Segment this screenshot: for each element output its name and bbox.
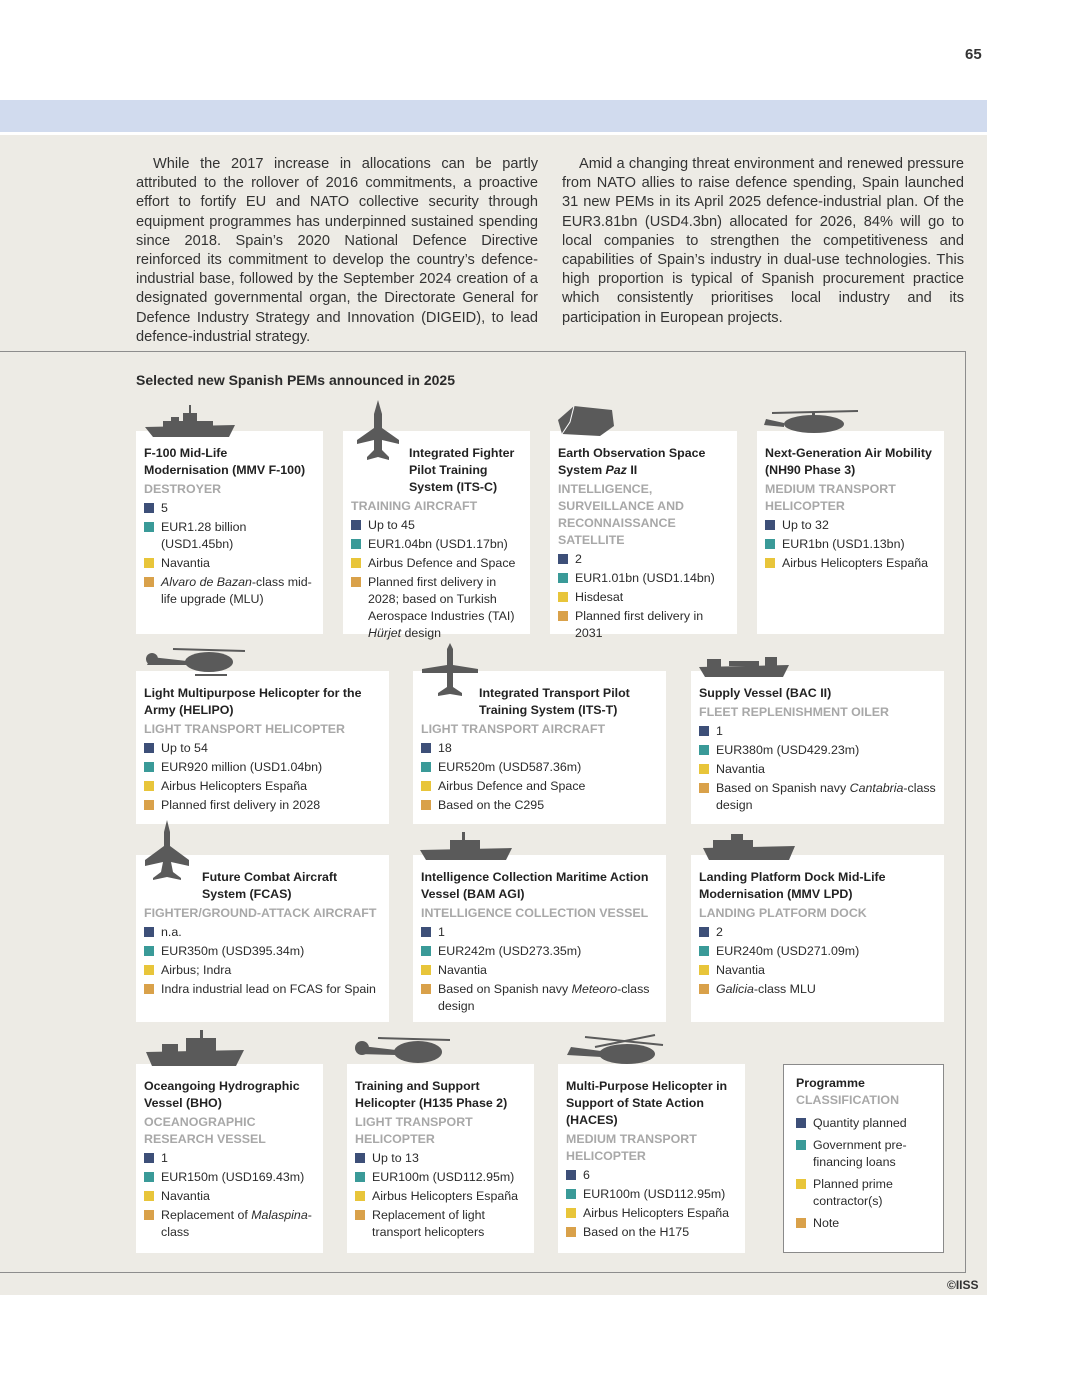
programme-title: Oceangoing Hydrographic Vessel (BHO) [144,1079,300,1110]
programme-note: Based on Spanish navy Meteoro-class design [438,982,650,1013]
fighter-aircraft-icon [143,820,191,880]
financing-swatch [699,745,709,755]
programme-note-row [558,608,729,642]
financing-swatch [421,762,431,772]
quantity-swatch [351,520,361,530]
programme-quantity: 6 [583,1168,590,1182]
programme-quantity-row [558,551,729,568]
note-swatch [421,984,431,994]
programme-card [343,431,530,640]
legend-item-financing [796,1137,931,1171]
programme-quantity: 1 [161,1151,168,1165]
programme-note-row [144,1207,315,1241]
programme-note: Replacement of Malaspina-class [161,1208,312,1239]
programme-financing: EUR1.01bn (USD1.14bn) [575,571,715,585]
programme-card [691,671,944,824]
programme-financing-row [765,536,936,553]
programme-note: Planned first delivery in 2028 [161,798,321,812]
programme-title: Multi-Purpose Helicopter in Support of State Action (HACES) [566,1079,728,1127]
programme-title: Future Combat Aircraft System (FCAS) [202,870,338,901]
financing-swatch [144,1172,154,1182]
programme-contractor-row [144,555,315,572]
programme-card [347,1064,534,1253]
programme-financing: EUR100m (USD112.95m) [583,1187,726,1201]
legend-title: Programme [796,1076,865,1090]
programme-contractor: Airbus Helicopters España [161,779,308,793]
page-number: 65 [965,46,982,63]
programme-contractor-row [765,555,936,572]
destroyer-ship-icon [143,403,238,439]
programme-contractor: Airbus Helicopters España [372,1189,519,1203]
programme-title: Training and Support Helicopter (H135 Phase 2) [355,1079,508,1110]
programme-card [757,431,944,634]
programme-classification: DESTROYER [144,482,222,496]
note-swatch [699,984,709,994]
programme-contractor-row [566,1205,737,1222]
quantity-swatch [355,1153,365,1163]
programme-financing: EUR920 million (USD1.04bn) [161,760,323,774]
programme-classification: LIGHT TRANSPORT HELICOPTER [355,1115,473,1146]
programme-financing-row [421,943,658,960]
quantity-swatch [421,743,431,753]
programme-card [558,1064,745,1253]
nh90-helicopter-icon [762,407,860,437]
programme-note: Alvaro de Bazan-class mid-life upgrade (MLU) [161,575,312,606]
programme-classification: MEDIUM TRANSPORT HELICOPTER [765,482,896,513]
programme-quantity-row [144,500,315,517]
patrol-vessel-icon [420,830,512,860]
programme-contractor: Navantia [161,556,210,570]
programme-contractor-row [144,778,381,795]
programme-title: Next-Generation Air Mobility (NH90 Phase 3) [765,446,932,477]
programme-financing-row [144,759,381,776]
note-swatch [558,611,568,621]
quantity-swatch [421,927,431,937]
programme-quantity: 2 [575,552,582,566]
programme-financing-row [566,1186,737,1203]
programme-financing: EUR240m (USD271.09m) [716,944,860,958]
programme-contractor: Navantia [716,762,765,776]
quantity-swatch [796,1118,806,1128]
note-swatch [796,1218,806,1228]
quantity-swatch [699,927,709,937]
programme-financing-row [351,536,522,553]
contractor-swatch [421,781,431,791]
programme-financing-row [144,1169,315,1186]
programme-contractor-row [558,589,729,606]
programme-financing: EUR1.28 billion (USD1.45bn) [161,520,247,551]
quantity-swatch [144,1153,154,1163]
programme-contractor-row [699,761,936,778]
legend-box [783,1064,944,1253]
programme-classification: LANDING PLATFORM DOCK [699,906,867,920]
programme-card [413,855,666,1022]
programme-note-row [421,981,658,1015]
programme-financing: EUR242m (USD273.35m) [438,944,582,958]
contractor-swatch [144,1191,154,1201]
programme-quantity: 5 [161,501,168,515]
programme-classification: INTELLIGENCE COLLECTION VESSEL [421,906,649,920]
financing-swatch [796,1140,806,1150]
programme-quantity: 18 [438,741,452,755]
quantity-swatch [144,503,154,513]
copyright: ©IISS [947,1278,979,1292]
programme-quantity-row [566,1167,737,1184]
contractor-swatch [421,965,431,975]
programme-title: Intelligence Collection Maritime Action Vessel (BAM AGI) [421,870,649,901]
note-swatch [699,783,709,793]
financing-swatch [144,946,154,956]
legend-label: Government pre-financing loans [813,1138,907,1169]
programme-financing-row [144,519,315,553]
programme-quantity-row [144,924,381,941]
legend-item-contractor [796,1176,931,1210]
programme-financing-row [355,1169,526,1186]
programme-quantity-row [351,517,522,534]
contractor-swatch [144,781,154,791]
programme-classification: LIGHT TRANSPORT HELICOPTER [144,722,346,736]
programme-quantity-row [355,1150,526,1167]
legend-item-note [796,1215,931,1232]
note-swatch [351,577,361,587]
programme-financing-row [421,759,658,776]
programme-financing: EUR380m (USD429.23m) [716,743,860,757]
hydrographic-vessel-icon [146,1030,244,1068]
programme-classification: FLEET REPLENISHMENT OILER [699,705,889,719]
note-swatch [144,984,154,994]
note-swatch [144,577,154,587]
programme-title: Earth Observation Space System Paz II [558,446,706,477]
programme-contractor-row [699,962,936,979]
supply-vessel-icon [699,653,789,677]
contractor-swatch [144,965,154,975]
programme-classification: MEDIUM TRANSPORT HELICOPTER [566,1132,697,1163]
programme-card [550,431,737,640]
financing-swatch [566,1189,576,1199]
h135-helicopter-icon [352,1032,452,1068]
programme-financing-row [699,943,936,960]
programme-note-row [699,981,936,998]
contractor-swatch [144,558,154,568]
programme-note: Planned first delivery in 2028; based on Turkish Aerospace Industries (TAI) Hürjet design [368,575,515,640]
legend-label: Quantity planned [813,1116,907,1130]
quantity-swatch [144,927,154,937]
programme-card [136,671,389,824]
note-swatch [355,1210,365,1220]
contractor-swatch [566,1208,576,1218]
programme-note-row [144,574,315,608]
programme-quantity: Up to 45 [368,518,415,532]
programme-quantity-row [144,1150,315,1167]
box-title: Selected new Spanish PEMs announced in 2025 [136,372,455,388]
programme-quantity-row [144,740,381,757]
programme-note: Based on Spanish navy Cantabria-class design [716,781,936,812]
financing-swatch [558,573,568,583]
programme-note-row [421,797,658,814]
programme-classification: FIGHTER/GROUND-ATTACK AIRCRAFT [144,906,377,920]
programme-quantity: 1 [716,724,723,738]
programme-contractor: Navantia [716,963,765,977]
programme-card [136,431,323,634]
programme-contractor: Airbus Defence and Space [368,556,516,570]
programme-quantity: 1 [438,925,445,939]
programme-contractor-row [144,962,381,979]
financing-swatch [699,946,709,956]
programme-note-row [355,1207,526,1241]
programme-contractor: Airbus Helicopters España [583,1206,730,1220]
programme-classification: INTELLIGENCE, SURVEILLANCE AND RECONNAISSANCE SATELLITE [558,482,684,547]
programme-contractor: Airbus Helicopters España [782,556,929,570]
note-swatch [566,1227,576,1237]
header-band [0,100,987,132]
quantity-swatch [699,726,709,736]
programme-financing: EUR100m (USD112.95m) [372,1170,515,1184]
programme-contractor: Airbus Defence and Space [438,779,586,793]
programme-note-row [699,780,936,814]
light-helicopter-icon [143,645,247,677]
programme-contractor-row [421,962,658,979]
landing-dock-ship-icon [703,832,795,860]
programme-title: Light Multipurpose Helicopter for the Army (HELIPO) [144,686,362,717]
programme-financing: EUR1bn (USD1.13bn) [782,537,905,551]
contractor-swatch [699,764,709,774]
programme-title: Supply Vessel (BAC II) [699,686,832,700]
programme-contractor-row [144,1188,315,1205]
contractor-swatch [765,558,775,568]
note-swatch [144,1210,154,1220]
programme-contractor: Airbus; Indra [161,963,232,977]
financing-swatch [355,1172,365,1182]
programme-note-row [566,1224,737,1241]
programme-quantity-row [699,924,936,941]
programme-quantity: 2 [716,925,723,939]
financing-swatch [144,762,154,772]
h175-helicopter-icon [565,1033,665,1069]
programme-contractor-row [351,555,522,572]
financing-swatch [144,522,154,532]
programme-financing: EUR520m (USD587.36m) [438,760,582,774]
programme-quantity-row [421,740,658,757]
paragraph: Amid a changing threat environment and renewed pressure from NATO allies to raise defence spending, Spain launched 31 new PEMs in its April 2025 defence-industrial plan. Of the EUR3.81bn (USD4.3bn) allocated for 2026, 84% will go to local companies to strengthen the competitiveness and capabilities of Spain’s industry in dual-use technologies. This high proportion is typical of Spanish procurement practice which consistently prioritises local industry and its participation in European projects. [562,156,964,326]
programme-card [136,855,389,1022]
quantity-swatch [566,1170,576,1180]
programme-contractor: Hisdesat [575,590,624,604]
programme-quantity: n.a. [161,925,182,939]
financing-swatch [421,946,431,956]
programme-quantity: Up to 54 [161,741,208,755]
programme-card [136,1064,323,1253]
contractor-swatch [558,592,568,602]
programme-title: Integrated Fighter Pilot Training System (ITS-C) [409,446,515,494]
programme-classification: OCEANOGRAPHIC RESEARCH VESSEL [144,1115,266,1146]
programme-financing: EUR350m (USD395.34m) [161,944,305,958]
programme-note: Galicia-class MLU [716,982,816,996]
programme-note: Based on the H175 [583,1225,690,1239]
programme-note: Planned first delivery in 2031 [575,609,704,640]
legend-label: Planned prime contractor(s) [813,1177,893,1208]
paragraph: While the 2017 increase in allocations can be partly attributed to the rollover of 2016 commitments, a proactive effort to fortify EU and NATO collective security through equipment programmes has underpinned sustained spending since 2018. Spain’s 2020 National Defence Directive reinforced its commitment to develop the country’s defence-industrial base, followed by the September 2024 creation of a designated governmental organ, the Directorate General for Defence Industry Strategy and Innovation (DIGEID), to lead defence-industrial strategy. [136,156,538,345]
programme-note: Based on the C295 [438,798,545,812]
legend-subtitle: CLASSIFICATION [796,1093,900,1107]
quantity-swatch [144,743,154,753]
legend-label: Note [813,1216,840,1230]
programme-quantity: Up to 13 [372,1151,419,1165]
programme-title: F-100 Mid-Life Modernisation (MMV F-100) [144,446,306,477]
satellite-icon [556,404,616,438]
note-swatch [421,800,431,810]
programme-financing: EUR1.04bn (USD1.17bn) [368,537,508,551]
text-column-right [562,155,964,328]
text-column-left [136,155,538,347]
programme-note-row [144,981,381,998]
programme-note-row [351,574,522,642]
contractor-swatch [355,1191,365,1201]
programme-note: Indra industrial lead on FCAS for Spain [161,982,376,996]
programme-note-row [144,797,381,814]
programme-quantity-row [421,924,658,941]
transport-aircraft-icon [420,643,480,699]
programme-quantity-row [699,723,936,740]
note-swatch [144,800,154,810]
jet-trainer-icon [355,400,401,460]
programme-classification: LIGHT TRANSPORT AIRCRAFT [421,722,606,736]
contractor-swatch [796,1179,806,1189]
programme-classification: TRAINING AIRCRAFT [351,499,478,513]
programme-contractor: Navantia [438,963,487,977]
programme-quantity-row [765,517,936,534]
legend-item-quantity [796,1115,931,1132]
contractor-swatch [699,965,709,975]
programme-contractor: Navantia [161,1189,210,1203]
programme-card [691,855,944,1022]
programme-financing: EUR150m (USD169.43m) [161,1170,305,1184]
programme-contractor-row [421,778,658,795]
programme-financing-row [144,943,381,960]
programme-quantity: Up to 32 [782,518,829,532]
contractor-swatch [351,558,361,568]
programme-title: Integrated Transport Pilot Training System (ITS-T) [479,686,630,717]
quantity-swatch [558,554,568,564]
programme-financing-row [699,742,936,759]
programme-title: Landing Platform Dock Mid-Life Modernisation (MMV LPD) [699,870,886,901]
programme-contractor-row [355,1188,526,1205]
programme-note: Replacement of light transport helicopters [372,1208,485,1239]
programme-financing-row [558,570,729,587]
quantity-swatch [765,520,775,530]
financing-swatch [765,539,775,549]
financing-swatch [351,539,361,549]
